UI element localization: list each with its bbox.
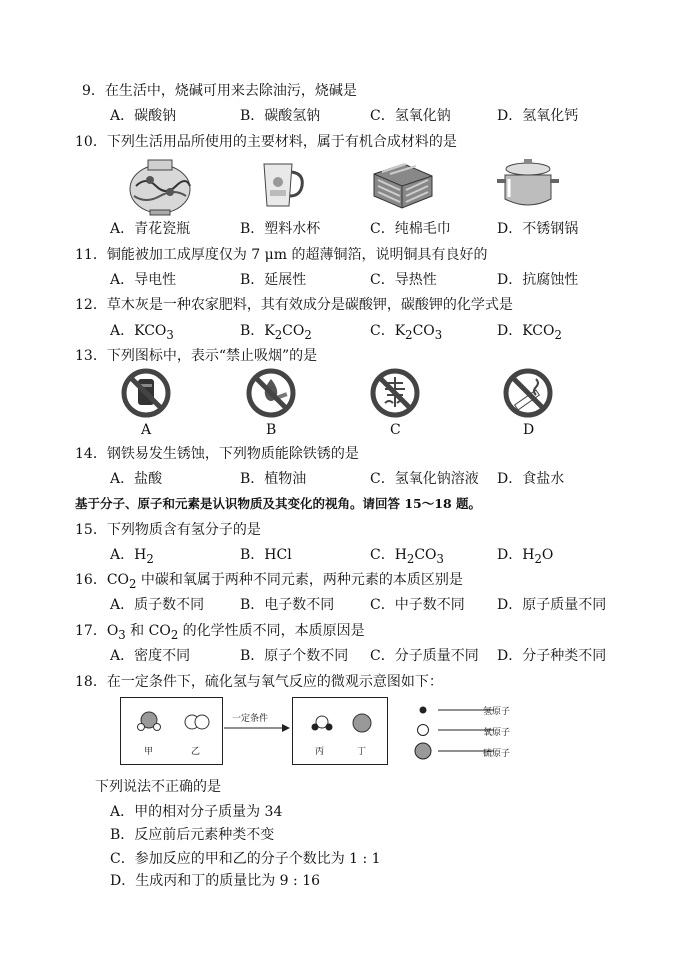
water-molecule-icon [309,714,335,732]
q9-option-d: D．氢氧化钙 [497,108,579,124]
q18-option-a: A．甲的相对分子质量为 34 [110,804,283,820]
no-open-flame-sign-icon [243,367,299,419]
q14-option-d: D．食盐水 [497,471,565,487]
q10-stem: 10．下列生活用品所使用的主要材料，属于有机合成材料的是 [75,134,457,150]
legend-sulfur-label: 硫原子 [483,749,511,759]
q13-label-d: D [523,422,535,438]
q18-prompt: 下列说法不正确的是 [95,779,221,795]
plastic-cup-icon [258,160,306,210]
no-fireworks-sign-icon [367,367,423,419]
q11-option-a: A．导电性 [110,272,177,288]
q15-option-d: D．$H_2O$ [497,547,554,566]
q15-option-a: A．$H_2$ [110,547,154,566]
q15-stem: 15．下列物质含有氢分子的是 [75,522,261,538]
legend-hydrogen-label: 氢原子 [483,707,511,717]
section-heading: 基于分子、原子和元素是认识物质及其变化的视角。请回答 15～18 题。 [75,496,481,511]
q10-option-c: C．纯棉毛巾 [370,221,451,237]
q11-option-d: D．抗腐蚀性 [497,272,579,288]
q16-option-b: B．电子数不同 [240,597,335,613]
porcelain-vase-icon [126,156,194,216]
q16-option-d: D．原子质量不同 [497,597,607,613]
q10-option-a: A．青花瓷瓶 [110,221,191,237]
sulfur-atom-icon [351,712,373,734]
q16-stem: 16．$CO_2$ 中碳和氧属于两种不同元素，两种元素的本质区别是 [75,572,463,591]
q9-stem: 9．在生活中，烧碱可用来去除油污，烧碱是 [82,83,357,99]
label-jia: 甲 [144,747,154,757]
q17-option-d: D．分子种类不同 [497,648,607,664]
q18-option-b: B．反应前后元素种类不变 [110,827,275,843]
q11-option-c: C．导热性 [370,272,437,288]
label-yi: 乙 [191,747,201,757]
q13-label-c: C [390,422,401,438]
q11-option-b: B．延展性 [240,272,307,288]
reaction-condition: 一定条件 [232,714,269,724]
q16-option-c: C．中子数不同 [370,597,465,613]
q15-option-b: B．HCl [240,547,292,563]
q12-option-a: A．$KCO_3$ [110,323,174,342]
q15-option-c: C．$H_2CO_3$ [370,547,444,566]
hydrogen-sulfide-molecule-icon [135,710,163,734]
q12-option-d: D．$KCO_2$ [497,323,562,342]
q17-stem: 17．$O_3$ 和 $CO_2$ 的化学性质不同，本质原因是 [75,623,365,642]
q18-option-d: D．生成丙和丁的质量比为 9 : 16 [110,873,321,889]
q14-option-b: B．植物油 [240,471,307,487]
reactants-box [120,697,223,765]
no-smoking-sign-icon [500,367,556,419]
oxygen-molecule-icon [183,714,211,730]
q12-option-b: B．$K_2CO_2$ [240,323,312,342]
q12-stem: 12．草木灰是一种农家肥料，其有效成分是碳酸钾，碳酸钾的化学式是 [75,297,513,313]
q14-option-a: A．盐酸 [110,471,163,487]
legend-oxygen-label: 氧原子 [483,728,511,738]
label-ding: 丁 [357,747,367,757]
q17-option-c: C．分子质量不同 [370,648,479,664]
q16-option-a: A．质子数不同 [110,597,205,613]
q10-option-d: D．不锈钢锅 [497,221,579,237]
q11-stem: 11．铜能被加工成厚度仅为 7 μm 的超薄铜箔，说明铜具有良好的 [75,247,488,263]
q17-option-b: B．原子个数不同 [240,648,349,664]
q12-option-c: C．$K_2CO_3$ [370,323,443,342]
q14-stem: 14．钢铁易发生锈蚀，下列物质能除铁锈的是 [75,446,359,462]
label-bing: 丙 [315,747,325,757]
q18-option-c: C．参加反应的甲和乙的分子个数比为 1 : 1 [110,851,381,867]
q13-label-b: B [266,422,277,438]
q13-stem: 13．下列图标中，表示“禁止吸烟”的是 [75,348,318,364]
steel-pot-icon [495,157,561,211]
q9-option-b: B．碳酸氢钠 [240,108,321,124]
cotton-towel-icon [370,160,434,210]
no-oil-drum-sign-icon [118,367,174,419]
products-box [292,697,388,765]
q14-option-c: C．氢氧化钠溶液 [370,471,479,487]
q17-option-a: A．密度不同 [110,648,191,664]
q10-option-b: B．塑料水杯 [240,221,321,237]
q18-stem: 18．在一定条件下，硫化氢与氧气反应的微观示意图如下： [75,674,443,690]
q13-label-a: A [141,422,152,438]
q9-option-c: C．氢氧化钠 [370,108,451,124]
q9-option-a: A．碳酸钠 [110,108,177,124]
